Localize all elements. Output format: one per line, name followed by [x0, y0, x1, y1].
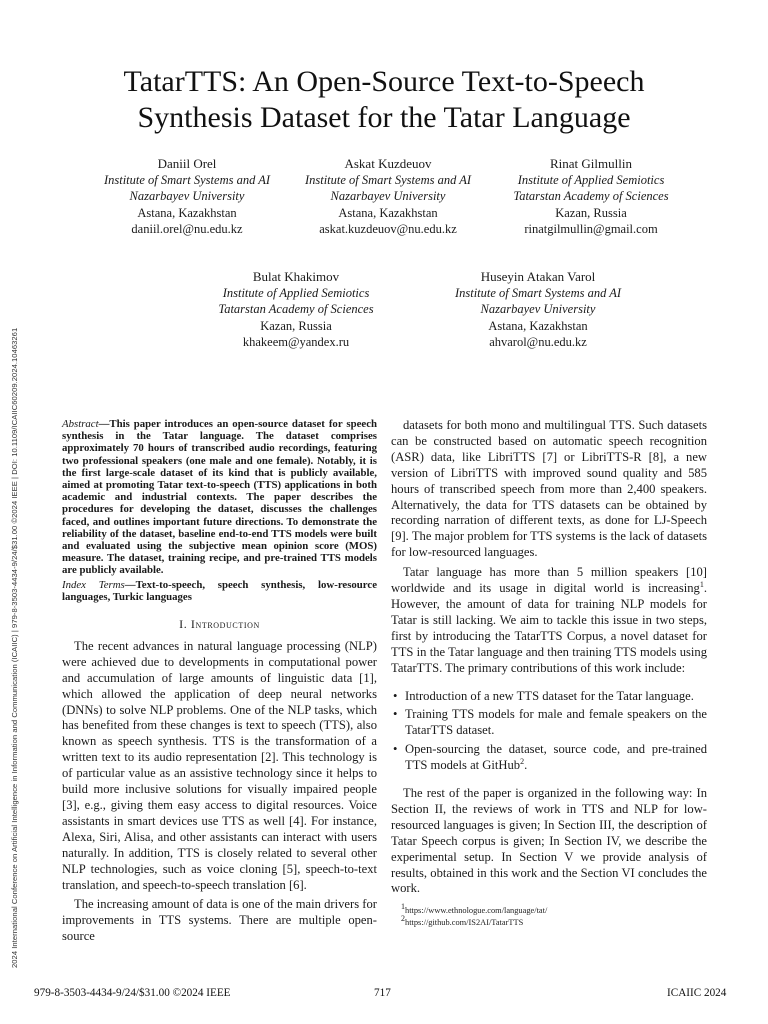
author-name: Bulat Khakimov [252, 269, 340, 284]
index-terms [62, 579, 377, 603]
author-block [176, 269, 416, 350]
author-affiliation: Nazarbayev University [480, 302, 596, 317]
author-email: ahvarol@nu.edu.kz [489, 334, 587, 349]
author-block [418, 269, 658, 350]
section-heading: I. Introduction [179, 617, 260, 632]
footnotes [401, 902, 548, 928]
author-name: Daniil Orel [157, 156, 217, 171]
title-line-2: Synthesis Dataset for the Tatar Language [137, 101, 631, 134]
author-location: Astana, Kazakhstan [488, 318, 588, 333]
abstract-text: —This paper introduces an open-source dataset for speech synthesis in the Tatar language. The dataset comprises approximately 70 hours of transcribed audio recordings, featuring two professional speakers (one male and one female). Notably, it is the first large-scale dataset of its kind that is publicly available, aimed at promoting Tatar text-to-speech (TTS) applications in both academic and industrial contexts. The paper describes the procedures for developing the dataset, discusses the challenges faced, and outlines important future directions. To demonstrate the reliability of the dataset, baseline end-to-end TTS models were built and evaluated using the subjective mean opinion score (MOS) measure. The dataset, training recipe, and pre-trained TTS models are publicly available. [62, 418, 377, 577]
list-item [393, 688, 707, 705]
author-location: Kazan, Russia [260, 318, 332, 333]
title-line-1: TatarTTS: An Open-Source Text-to-Speech [123, 65, 645, 98]
bullet-icon: • [393, 688, 398, 703]
author-location: Astana, Kazakhstan [137, 205, 237, 220]
body-paragraph: The increasing amount of data is one of the main drivers for improvements in TTS systems. There are multiple open-source [62, 897, 377, 944]
paragraph-text: . However, the amount of data for training NLP models for Tatar is still lacking. We aim to tackle this issue in two steps, first by introducing the TatarTTS Corpus, a novel dataset for TTS in the Tatar language and then training TTS models using TatarTTS. The primary contributions of this work include: [391, 581, 707, 675]
author-institute: Institute of Smart Systems and AI [304, 173, 472, 188]
abstract [62, 418, 377, 577]
footnote-link[interactable]: https://github.com/IS2AI/TatarTTS [405, 917, 524, 927]
list-item [393, 742, 707, 774]
paper-title [60, 64, 708, 136]
footnote-mark: 2 [401, 913, 405, 923]
author-name: Askat Kuzdeuov [344, 156, 432, 171]
author-email: askat.kuzdeuov@nu.edu.kz [319, 221, 457, 236]
footnote-mark: 1 [401, 902, 405, 912]
author-affiliation: Nazarbayev University [330, 189, 446, 204]
author-name: Huseyin Atakan Varol [480, 269, 596, 284]
index-terms-text: —Text-to-speech, speech synthesis, low-resource languages, Turkic languages [62, 578, 377, 603]
list-item-tail: . [524, 758, 528, 773]
contributions-list [391, 689, 707, 775]
footer-copyright: 979-8-3503-4434-9/24/$31.00 ©2024 IEEE [34, 987, 231, 999]
author-name: Rinat Gilmullin [550, 156, 632, 171]
author-email: rinatgilmullin@gmail.com [524, 221, 658, 236]
footnote-link[interactable]: https://www.ethnologue.com/language/tat/ [405, 906, 548, 915]
body-paragraph: The recent advances in natural language processing (NLP) were achieved due to developments in computational power and accumulation of large amounts of linguistic data [1], which allowed the application of deep neural networks (DNNs) to solve NLP problems. One of the NLP tasks, which has benefited from these changes is text to speech (TTS), also known as speech synthesis. TTS is the transformation of a written text to its audio representation [2]. This technology is of particular value as an assistive technology since it helps to build more inclusive solutions for visually impaired people [3], e.g., giving them easy access to digital resources. Voice assistants in smart devices use TTS as well [4]. For instance, Alexa, Siri, Alisa, and other assistants can interact with users naturally. In addition, TTS is closely related to several other NLP technologies, such as voice cloning [5], speech-to-text translation, and speech-to-speech translation [6]. [62, 638, 377, 892]
right-column [391, 418, 707, 901]
index-terms-lead: Index Terms [62, 578, 125, 591]
author-institute: Institute of Smart Systems and AI [103, 173, 271, 188]
list-item-text: Training TTS models for male and female speakers on the TatarTTS dataset. [405, 707, 707, 738]
doi-side-note: 2024 International Conference on Artificial Intelligence in Information and Communication (ICAIIC) | 979-8-3503-4434-9/24/$31.00 ©2024 IEEE | DOI: 10.1109/ICAIIC60209.2024.10463261 [10, 327, 19, 968]
author-affiliation: Nazarbayev University [129, 189, 245, 204]
list-item-text: Introduction of a new TTS dataset for the Tatar language. [405, 688, 694, 703]
author-block [471, 156, 711, 237]
author-email: daniil.orel@nu.edu.kz [131, 221, 243, 236]
body-paragraph: The rest of the paper is organized in the following way: In Section II, the reviews of work in TTS and NLP for low-resourced languages is given; In Section III, the description of Tatar Speech corpus is given; In Section IV, we describe the experimental setup. In Section V we provide analysis of results, obtained in this work and the Section VI concludes the work. [391, 786, 707, 896]
author-location: Astana, Kazakhstan [338, 205, 438, 220]
author-affiliation: Tatarstan Academy of Sciences [218, 302, 374, 317]
paragraph-text: Tatar language has more than 5 million speakers [10] worldwide and its usage in digital world is increasing [391, 565, 707, 596]
list-item [393, 707, 707, 739]
author-affiliation: Tatarstan Academy of Sciences [513, 189, 669, 204]
abstract-lead: Abstract [62, 418, 99, 430]
author-email: khakeem@yandex.ru [242, 334, 350, 349]
bullet-icon: • [393, 707, 398, 722]
author-location: Kazan, Russia [555, 205, 627, 220]
footnote [401, 902, 548, 917]
author-institute: Institute of Smart Systems and AI [454, 286, 622, 301]
footer-page-number: 717 [374, 987, 391, 999]
body-paragraph: datasets for both mono and multilingual TTS. Such datasets can be constructed based on automatic speech recognition (ASR) data, like LibriTTS [7] or LibriTTS-R [8], a new version of LibriTTS with improved sound quality and 585 hours of transcribed speech from more than 2,400 speakers. Alternatively, the data for TTS datasets can be obtained by recording narration of different texts, as done for LJ-Speech [9]. The major problem for TTS systems is the lack of datasets for low-resourced languages. [391, 418, 707, 560]
footnote [401, 913, 547, 929]
left-column [62, 418, 377, 949]
author-institute: Institute of Applied Semiotics [517, 173, 665, 188]
bullet-icon: • [393, 742, 398, 757]
footnote-mark: 2 [520, 756, 525, 766]
list-item-text: Open-sourcing the dataset, source code, and pre-trained TTS models at GitHub [405, 742, 707, 773]
author-institute: Institute of Applied Semiotics [222, 286, 370, 301]
body-paragraph [391, 565, 707, 676]
footer-conference: ICAIIC 2024 [667, 987, 727, 999]
footnote-mark: 1 [699, 579, 704, 589]
